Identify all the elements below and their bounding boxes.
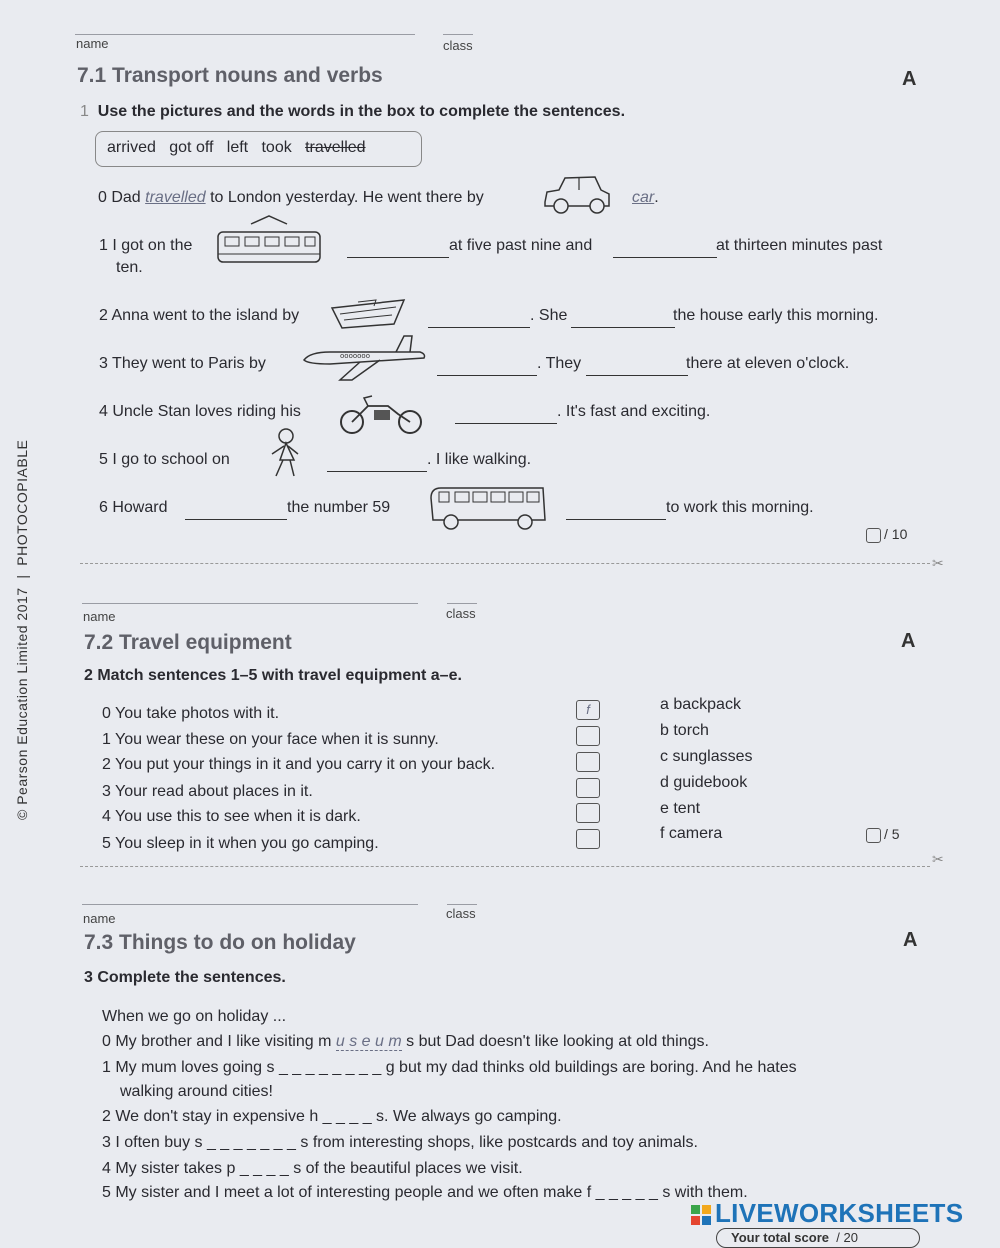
- sentence-3-part: . They: [537, 355, 582, 372]
- holiday-sentence-2: 2 We don't stay in expensive h _ _ _ _ s. We always go camping.: [102, 1108, 562, 1125]
- answer-box-2[interactable]: [576, 752, 600, 772]
- cut-line: [80, 563, 930, 564]
- option-f: f camera: [660, 825, 723, 842]
- name-line: [82, 603, 418, 604]
- match-sentence-5: 5 You sleep in it when you go camping.: [102, 835, 379, 852]
- sentence-3: 3 They went to Paris by: [99, 355, 266, 372]
- bus-icon: [427, 484, 549, 532]
- name-line: [82, 904, 418, 905]
- option-a: a backpack: [660, 696, 741, 713]
- section-title-7-2: 7.2 Travel equipment: [84, 631, 292, 654]
- match-sentence-0: 0 You take photos with it.: [102, 705, 280, 722]
- class-label: class: [446, 606, 476, 621]
- holiday-sentence-1-cont: walking around cities!: [120, 1083, 273, 1100]
- score-box: / 10: [866, 526, 907, 543]
- tram-icon: [215, 214, 323, 268]
- score-box: / 5: [866, 826, 900, 843]
- answer-blank[interactable]: [613, 243, 717, 258]
- total-score: Your total score / 20: [716, 1228, 920, 1248]
- intro-text: When we go on holiday ...: [102, 1008, 287, 1025]
- section-title-7-3: 7.3 Things to do on holiday: [84, 931, 356, 954]
- option-c: c sunglasses: [660, 748, 753, 765]
- answer-blank[interactable]: [566, 505, 666, 520]
- liveworksheets-logo: LIVEWORKSHEETS: [690, 1198, 963, 1229]
- answer-box-1[interactable]: [576, 726, 600, 746]
- instruction-1: 1 Use the pictures and the words in the box to complete the sentences.: [80, 103, 626, 120]
- sentence-1-part: at five past nine and: [449, 237, 593, 254]
- option-b: b torch: [660, 722, 709, 739]
- name-label: name: [83, 911, 116, 926]
- score-input[interactable]: [866, 828, 881, 843]
- sentence-1-part: at thirteen minutes past: [716, 237, 883, 254]
- class-line: [443, 34, 473, 35]
- instruction-3: 3 Complete the sentences.: [84, 969, 286, 986]
- name-line: [75, 34, 415, 35]
- answer-blank[interactable]: [327, 457, 427, 472]
- holiday-sentence-1: 1 My mum loves going s _ _ _ _ _ _ _ _ g but my dad thinks old buildings are boring. And he hates: [102, 1059, 797, 1076]
- car-icon: [541, 172, 613, 218]
- answer-gap[interactable]: _ _ _ _: [239, 1160, 289, 1177]
- scissors-icon: ✂: [932, 851, 944, 867]
- match-sentence-4: 4 You use this to see when it is dark.: [102, 808, 361, 825]
- sentence-0-answer: car.: [632, 189, 659, 206]
- score-input[interactable]: [866, 528, 881, 543]
- sentence-2-part: . She: [530, 307, 568, 324]
- class-label: class: [446, 906, 476, 921]
- sentence-6-part: the number 59: [287, 499, 391, 516]
- answer-gap[interactable]: _ _ _ _ _ _ _: [206, 1134, 296, 1151]
- sentence-1-part: ten.: [116, 259, 143, 276]
- sentence-4: 4 Uncle Stan loves riding his: [99, 403, 301, 420]
- answer-box-5[interactable]: [576, 829, 600, 849]
- option-d: d guidebook: [660, 774, 748, 791]
- sentence-5: 5 I go to school on: [99, 451, 230, 468]
- sentence-4-part: . It's fast and exciting.: [557, 403, 711, 420]
- level-badge: A: [903, 929, 918, 951]
- scissors-icon: ✂: [932, 555, 944, 571]
- class-line: [447, 904, 477, 905]
- sentence-2: 2 Anna went to the island by: [99, 307, 300, 324]
- holiday-sentence-3: 3 I often buy s _ _ _ _ _ _ _ s from interesting shops, like postcards and toy animals.: [102, 1134, 698, 1151]
- name-label: name: [83, 609, 116, 624]
- answer-blank[interactable]: [347, 243, 449, 258]
- match-sentence-2: 2 You put your things in it and you carry it on your back.: [102, 756, 496, 773]
- sentence-3-part: there at eleven o'clock.: [686, 355, 850, 372]
- answer-blank[interactable]: [428, 313, 530, 328]
- match-sentence-3: 3 Your read about places in it.: [102, 783, 313, 800]
- holiday-sentence-4: 4 My sister takes p _ _ _ _ s of the beautiful places we visit.: [102, 1160, 523, 1177]
- answer-gap[interactable]: _ _ _ _ _: [595, 1184, 658, 1201]
- level-badge: A: [902, 68, 917, 90]
- holiday-sentence-5: 5 My sister and I meet a lot of interesting people and we often make f _ _ _ _ _ s with them.: [102, 1184, 748, 1201]
- answer-blank[interactable]: [185, 505, 287, 520]
- answer-blank[interactable]: [586, 361, 688, 376]
- answer-blank[interactable]: [571, 313, 675, 328]
- answer-gap[interactable]: _ _ _ _: [322, 1108, 372, 1125]
- section-title-7-1: 7.1 Transport nouns and verbs: [77, 64, 383, 87]
- plane-icon: [300, 334, 430, 384]
- answer-gap[interactable]: _ _ _ _ _ _ _ _: [278, 1059, 382, 1076]
- motorbike-icon: [338, 392, 428, 436]
- class-label: class: [443, 38, 473, 53]
- logo-grid-icon: [690, 1204, 712, 1226]
- holiday-sentence-0: 0 My brother and I like visiting m u s e u m s but Dad doesn't like looking at old things.: [102, 1033, 709, 1050]
- answer-box-3[interactable]: [576, 778, 600, 798]
- sentence-0: 0 Dad travelled to London yesterday. He went there by: [98, 189, 484, 206]
- instruction-2: 2 Match sentences 1–5 with travel equipment a–e.: [84, 667, 462, 684]
- sentence-2-part: the house early this morning.: [673, 307, 879, 324]
- word-box-items: arrived got off left took travelled: [107, 139, 366, 156]
- answer-blank[interactable]: [437, 361, 537, 376]
- sentence-6-part: to work this morning.: [666, 499, 814, 516]
- cut-line: [80, 866, 930, 867]
- side-copyright: © Pearson Education Limited 2017 | PHOTOCOPIABLE: [14, 439, 30, 820]
- class-line: [447, 603, 477, 604]
- sentence-5-part: . I like walking.: [427, 451, 532, 468]
- sentence-6: 6 Howard: [99, 499, 168, 516]
- level-badge: A: [901, 630, 916, 652]
- svg-text:ooooooo: ooooooo: [340, 352, 370, 360]
- answer-blank[interactable]: [455, 409, 557, 424]
- name-label: name: [76, 36, 109, 51]
- answer-box-4[interactable]: [576, 803, 600, 823]
- walking-girl-icon: [262, 424, 306, 482]
- boat-icon: [330, 294, 408, 334]
- option-e: e tent: [660, 800, 701, 817]
- sentence-1: 1 I got on the: [99, 237, 193, 254]
- answer-box-0: f: [576, 700, 600, 720]
- match-sentence-1: 1 You wear these on your face when it is sunny.: [102, 731, 439, 748]
